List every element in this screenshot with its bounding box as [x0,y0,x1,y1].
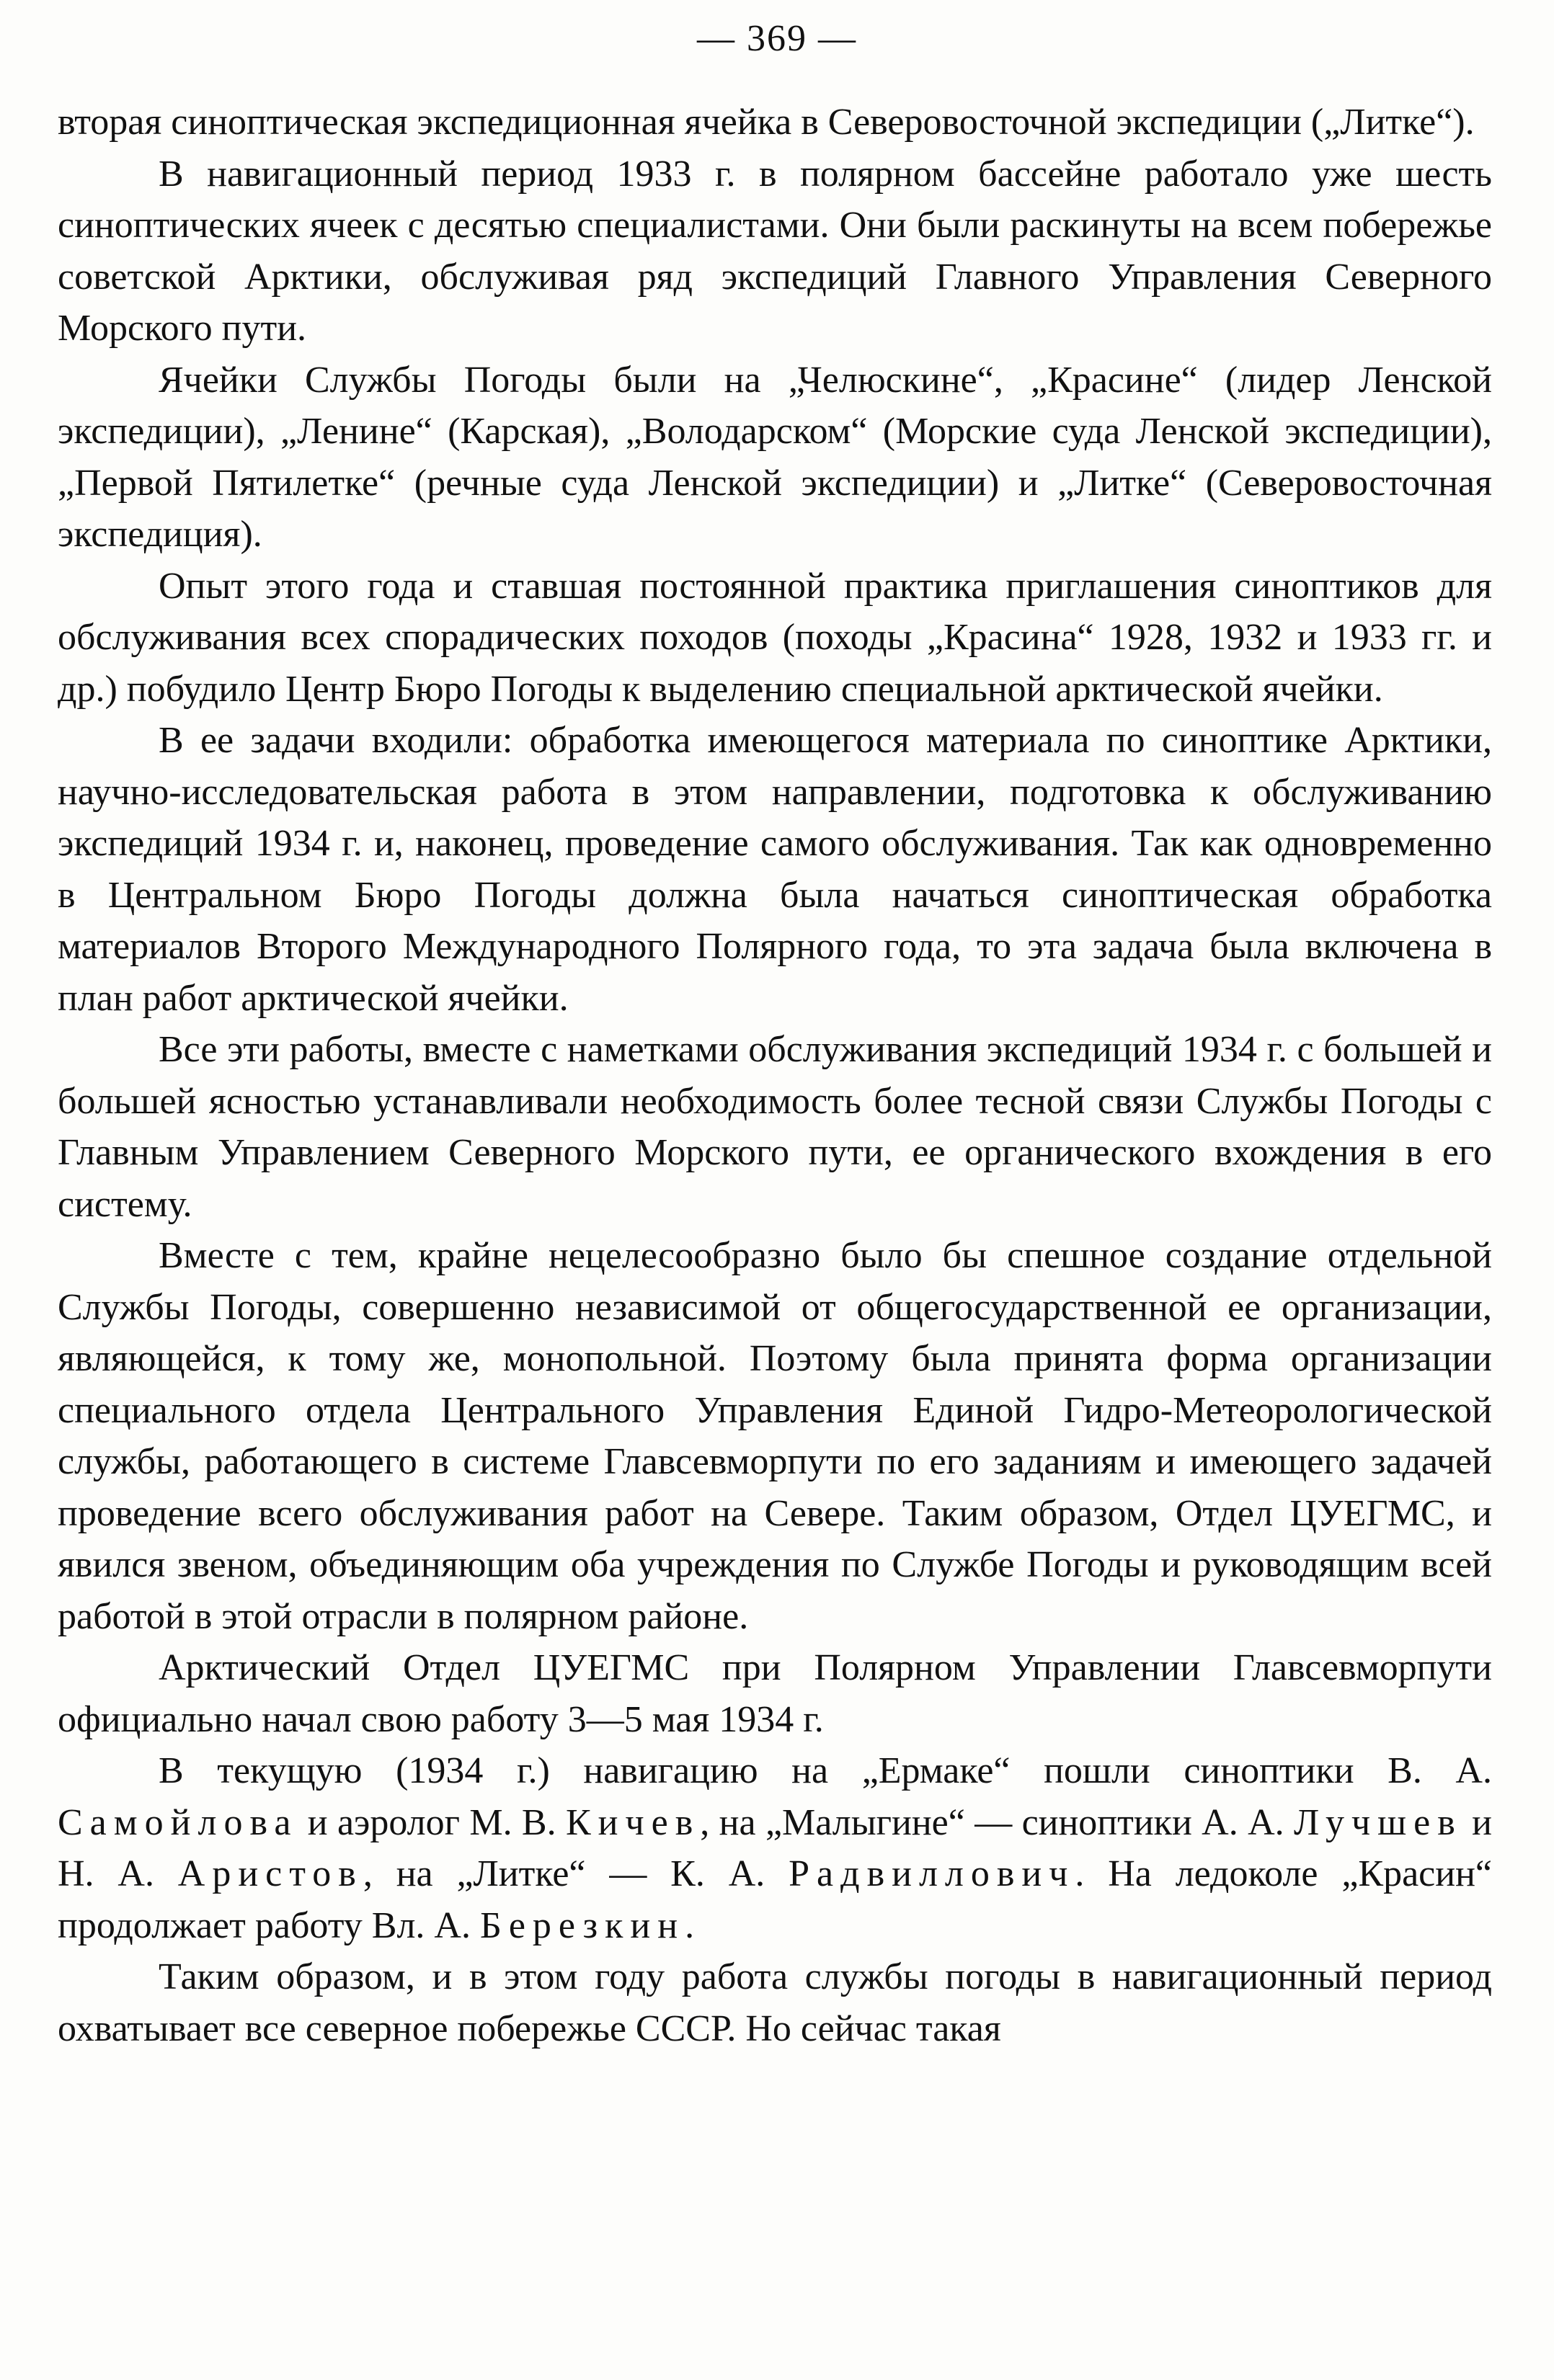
paragraph-9 [58,1745,1492,1951]
person-name-radvillovich: Радвиллович [789,1853,1075,1894]
person-name-kichev: Кичев [566,1801,701,1843]
person-name-luchshev: Лучшев [1294,1801,1462,1843]
paragraph-9-part-e: , на „Малыгине“ — синоптики А. А. [700,1801,1294,1843]
paragraph-5: В ее задачи входили: обработка имеющегося материала по синоптике Арктики, научно-исследовательская работа в этом направлении, подготовка к обслуживанию экспедиций 1934 г. и, наконец, проведение самого обслуживания. Так как одновременно в Центральном Бюро Погоды должна была начаться синоптическая обработка материалов Второго Международного Полярного года, то эта задача была включена в план работ арктической ячейки. [58,720,1492,1019]
body-text [58,97,1492,2054]
paragraph-7: Вместе с тем, крайне нецелесообразно было бы спешное создание отдельной Службы Погоды, совершенно независимой от общегосударственной ее организации, являющейся, к тому же, монопольной. Поэтому была принята форма организации специального отдела Центрального Управления Единой Гидро-Метеорологической службы, работающего в системе Главсевморпути по его заданиям и имеющего задачей проведение всего обслуживания работ на Севере. Таким образом, Отдел ЦУЕГМС, и явился звеном, объединяющим оба учреждения по Службе Погоды и руководящим всей работой в этой отрасли в полярном районе. [58,1235,1492,1637]
person-name-berezkin: Березкин [479,1904,685,1946]
paragraph-10: Таким образом, и в этом году работа службы погоды в навигационный период охватывает все северное побережье СССР. Но сейчас такая [58,1956,1492,2049]
paragraph-9-part-i: , на „Литке“ — К. А. [363,1853,789,1894]
paragraph-9-part-c: и аэролог М. В. [298,1801,566,1843]
person-name-samoylova: Самойлова [58,1801,298,1843]
person-name-aristov: Аристов [177,1853,363,1894]
page-number: — 369 — [697,18,857,59]
paragraph-3: Ячейки Службы Погоды были на „Челюскине“, „Красине“ (лидер Ленской экспедиции), „Ленине“ (Карская), „Володарском“ (Морские суда Ленской экспедиции), „Первой Пятилетке“ (речные суда Ленской экспедиции) и „Литке“ (Северовосточная экспедиция). [58,359,1492,555]
paragraph-4: Опыт этого года и ставшая постоянной практика приглашения синоптиков для обслуживания всех спорадических походов (походы „Красина“ 1928, 1932 и 1933 гг. и др.) побудило Центр Бюро Погоды к выделению специальной арктической ячейки. [58,565,1492,710]
paragraph-2: В навигационный период 1933 г. в полярном бассейне работало уже шесть синоптических ячеек с десятью специалистами. Они были раскинуты на всем побережье советской Арктики, обслуживая ряд экспедиций Главного Управления Северного Морского пути. [58,153,1492,349]
paragraph-8: Арктический Отдел ЦУЕГМС при Полярном Управлении Главсевморпути официально начал свою работу 3—5 мая 1934 г. [58,1647,1492,1740]
paragraph-9-part-a: В текущую (1934 г.) навигацию на „Ермаке“ пошли синоптики В. А. [159,1750,1492,1791]
paragraph-9-part-m: . [685,1904,695,1946]
paragraph-9-part-g: и Н. А. [58,1801,1493,1894]
paragraph-9-part-k: . На ледоколе „Красин“ продолжает работу Вл. А. [58,1853,1492,1946]
paragraph-1: вторая синоптическая экспедиционная ячейка в Северовосточной экспедиции („Литке“). [58,102,1475,143]
paragraph-6: Все эти работы, вместе с наметками обслуживания экспедиций 1934 г. с большей и большей ясностью устанавливали необходимость более тесной связи Службы Погоды с Главным Управлением Северного Морского пути, ее органического вхождения в его систему. [58,1029,1492,1225]
